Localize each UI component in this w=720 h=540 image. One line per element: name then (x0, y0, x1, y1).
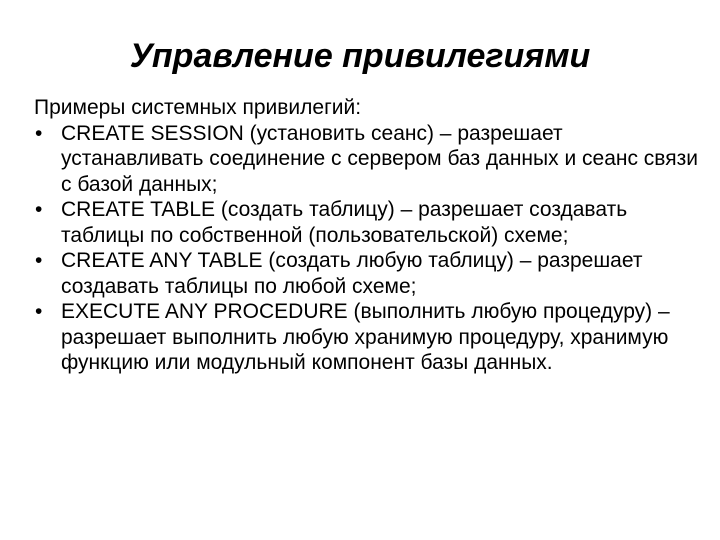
bullet-icon: • (35, 198, 43, 221)
list-item-text: EXECUTE ANY PROCEDURE (выполнить любую процедуру) – разрешает выполнить любую хранимую процедуру, хранимую функцию или модульный компонент базы данных. (61, 300, 670, 374)
list-item-text: CREATE ANY TABLE (создать любую таблицу) – разрешает создавать таблицы по любой схеме; (61, 249, 643, 298)
bullet-icon: • (35, 121, 43, 145)
list-item (34, 197, 704, 248)
bullet-icon: • (35, 300, 43, 323)
slide-title: Управление привилегиями (129, 37, 591, 75)
privilege-list (34, 121, 704, 376)
list-item-text: CREATE SESSION (установить сеанс) – разрешает устанавливать соединение с сервером баз данных и сеанс связи с базой данных; (61, 121, 698, 196)
slide-content (34, 95, 704, 376)
bullet-icon: • (35, 249, 43, 272)
list-item-text: CREATE TABLE (создать таблицу) – разрешает создавать таблицы по собственной (пользовательской) схеме; (61, 198, 628, 247)
list-item (34, 121, 704, 198)
intro-text: Примеры системных привилегий: (34, 96, 362, 119)
list-item (34, 299, 704, 376)
list-item (34, 248, 704, 299)
